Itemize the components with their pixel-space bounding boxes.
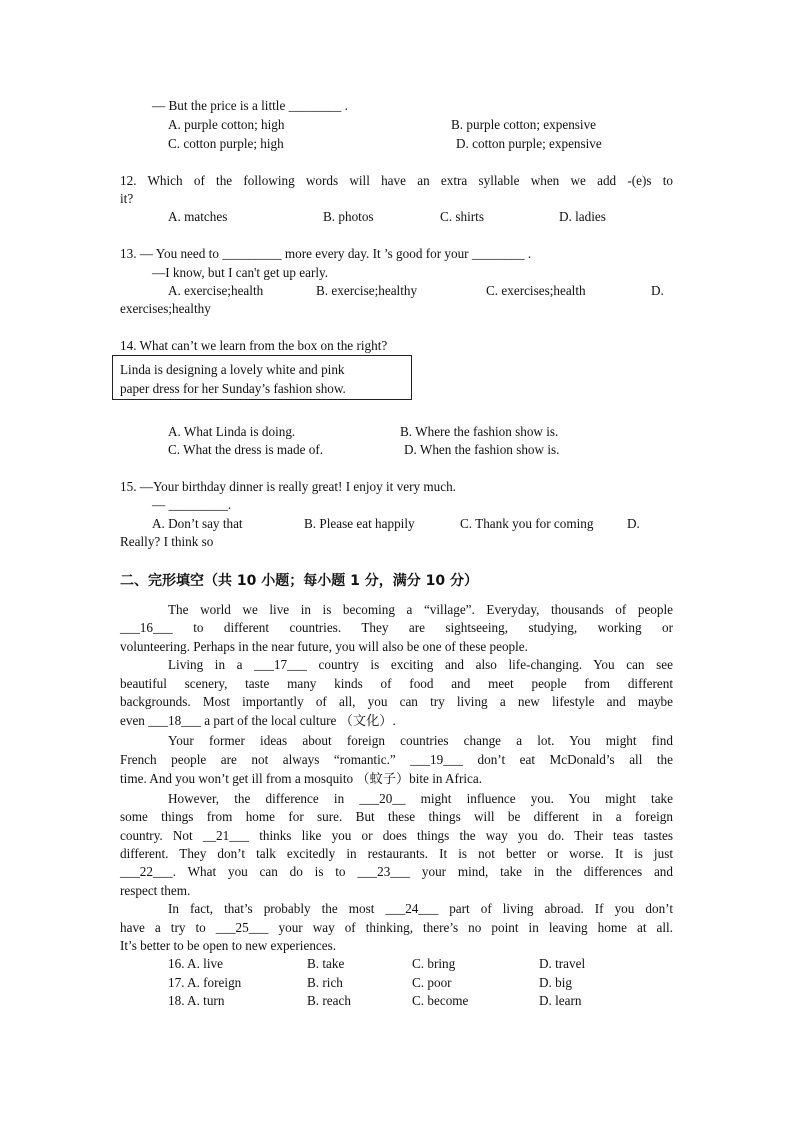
- q12-option-d: D. ladies: [559, 209, 606, 224]
- q16-option-c: C. bring: [412, 956, 456, 971]
- q16-option-b: B. take: [307, 956, 345, 971]
- q13-stem: 13. — You need to _________ more every day. It ’s good for your ________ .: [120, 246, 532, 261]
- q18-option-b: B. reach: [307, 993, 351, 1008]
- passage-line: volunteering. Perhaps in the near future, you will also be one of these people.: [120, 639, 528, 654]
- q14-option-d: D. When the fashion show is.: [404, 442, 560, 457]
- q11-option-c: C. cotton purple; high: [168, 136, 284, 151]
- q17-option-c: C. poor: [412, 975, 452, 990]
- passage-line: different. They don’t talk excitedly in restaurants. It is not better or worse. It is just: [120, 846, 673, 861]
- q11-option-a: A. purple cotton; high: [168, 117, 285, 132]
- passage-line: backgrounds. Most importantly of all, you can try living a new lifestyle and maybe: [120, 694, 673, 709]
- q17-option-a: 17. A. foreign: [168, 975, 242, 990]
- q11-option-b: B. purple cotton; expensive: [451, 117, 597, 132]
- q18-option-d: D. learn: [539, 993, 582, 1008]
- q16-option-d: D. travel: [539, 956, 586, 971]
- passage-line: beautiful scenery, taste many kinds of food and meet people from different: [120, 676, 673, 691]
- passage-line: even ___18___ a part of the local culture （文化）.: [120, 713, 396, 728]
- q13-reply: —I know, but I can't get up early.: [152, 265, 329, 280]
- passage-line: some things from home for sure. But these things will be different in a foreign: [120, 809, 673, 824]
- q15-option-c: C. Thank you for coming: [460, 516, 594, 531]
- q15-option-b: B. Please eat happily: [304, 516, 415, 531]
- q13-option-a: A. exercise;health: [168, 283, 264, 298]
- q14-option-a: A. What Linda is doing.: [168, 424, 296, 439]
- q11-option-d: D. cotton purple; expensive: [456, 136, 602, 151]
- q12-option-b: B. photos: [323, 209, 374, 224]
- q13-option-d: D.: [651, 283, 664, 298]
- q12-stem: 12. Which of the following words will have an extra syllable when we add -(e)s to: [120, 173, 673, 188]
- passage-line: Your former ideas about foreign countries change a lot. You might find: [168, 733, 673, 748]
- q13-option-d-cont: exercises;healthy: [120, 301, 211, 316]
- passage-line: ___16___ to different countries. They are sightseeing, studying, working or: [120, 620, 673, 635]
- q14-stem: 14. What can’t we learn from the box on the right?: [120, 338, 388, 353]
- q14-option-c: C. What the dress is made of.: [168, 442, 324, 457]
- q15-stem: 15. —Your birthday dinner is really great! I enjoy it very much.: [120, 479, 456, 494]
- passage-line: Living in a ___17___ country is exciting and also life-changing. You can see: [168, 657, 673, 672]
- q13-option-b: B. exercise;healthy: [316, 283, 418, 298]
- q18-option-a: 18. A. turn: [168, 993, 225, 1008]
- passage-line: have a try to ___25___ your way of thinking, there’s no point in leaving home at all.: [120, 920, 673, 935]
- passage-line: However, the difference in ___20__ might influence you. You might take: [168, 791, 673, 806]
- q15-option-a: A. Don’t say that: [152, 516, 243, 531]
- passage-line: French people are not always “romantic.” ___19___ don’t eat McDonald’s all the: [120, 752, 673, 767]
- q12-stem-cont: it?: [120, 191, 134, 206]
- q12-option-c: C. shirts: [440, 209, 484, 224]
- q15-option-d-cont: Really? I think so: [120, 534, 214, 549]
- passage-line: In fact, that’s probably the most ___24___ part of living abroad. If you don’t: [168, 901, 673, 916]
- q17-option-b: B. rich: [307, 975, 343, 990]
- q14-box-line-2: paper dress for her Sunday’s fashion show.: [120, 381, 346, 396]
- passage-line: time. And you won’t get ill from a mosquito （蚊子）bite in Africa.: [120, 771, 483, 786]
- q15-option-d: D.: [627, 516, 640, 531]
- q14-box-line-1: Linda is designing a lovely white and pink: [120, 362, 345, 377]
- passage-line: country. Not __21___ thinks like you or does things the way you do. Their teas tastes: [120, 828, 673, 843]
- passage-line: It’s better to be open to new experiences.: [120, 938, 337, 953]
- q15-reply: — _________.: [152, 497, 232, 512]
- section-title: 二、完形填空（共 10 小题；每小题 1 分，满分 10 分）: [120, 573, 478, 589]
- q18-option-c: C. become: [412, 993, 469, 1008]
- q17-option-d: D. big: [539, 975, 572, 990]
- q12-option-a: A. matches: [168, 209, 228, 224]
- passage-line: ___22___. What you can do is to ___23___ your mind, take in the differences and: [120, 864, 673, 879]
- q11-stem: — But the price is a little ________ .: [152, 98, 348, 113]
- q13-option-c: C. exercises;health: [486, 283, 586, 298]
- q14-option-b: B. Where the fashion show is.: [400, 424, 559, 439]
- q16-option-a: 16. A. live: [168, 956, 223, 971]
- passage-line: respect them.: [120, 883, 191, 898]
- passage-line: The world we live in is becoming a “village”. Everyday, thousands of people: [168, 602, 673, 617]
